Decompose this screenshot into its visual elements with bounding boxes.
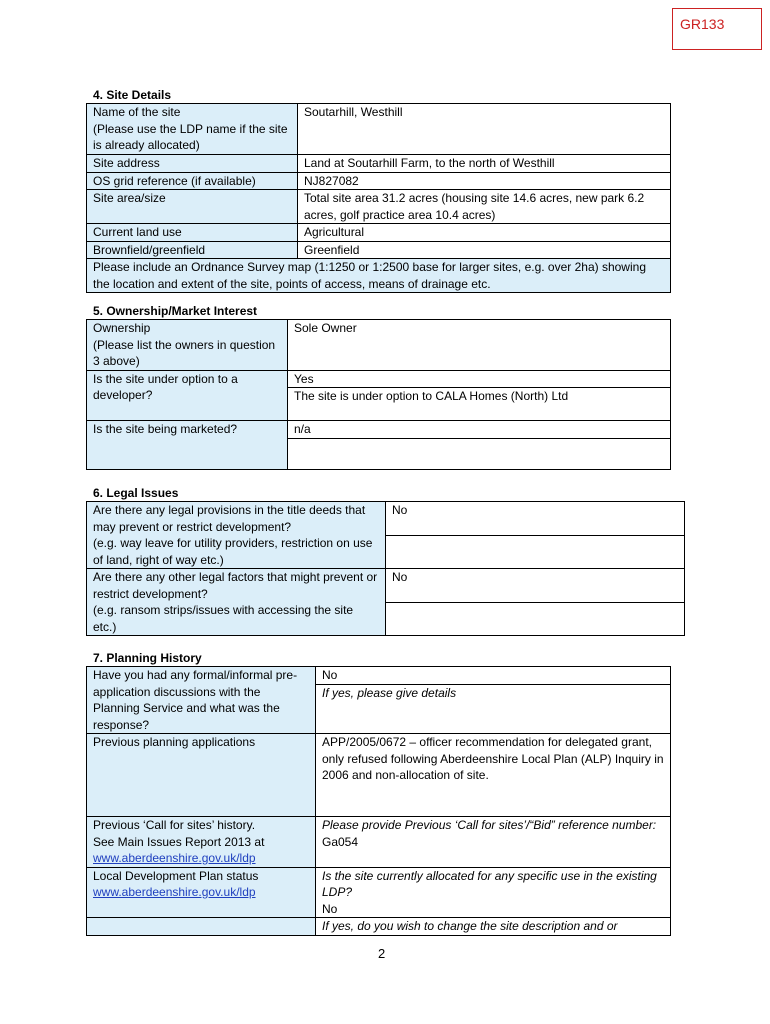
land-use-value: Agricultural [298, 224, 671, 242]
site-area-value: Total site area 31.2 acres (housing site 14.6 acres, new park 6.2 acres, golf practice area 10.4 acres) [298, 190, 671, 224]
planning-a4-prompt2: If yes, do you wish to change the site description and or [316, 918, 671, 936]
ownership-table [86, 319, 671, 470]
legal-a1: No [386, 502, 685, 536]
section-5-title: 5. Ownership/Market Interest [93, 304, 258, 318]
map-note: Please include an Ordnance Survey map (1:1250 or 1:2500 base for larger sites, e.g. over 2ha) showing the location and extent of the site, points of access, means of drainage etc. [87, 259, 671, 293]
planning-a4-prompt: Is the site currently allocated for any specific use in the existing LDP? [322, 868, 657, 899]
reference-stamp: GR133 [672, 8, 762, 50]
planning-q4-cell [87, 867, 316, 918]
legal-a2-blank [386, 602, 685, 636]
planning-a3: Ga054 [322, 834, 359, 849]
planning-a2: APP/2005/0672 – officer recommendation for delegated grant, only refused following Aberdeenshire Local Plan (ALP) Inquiry in 2006 and non-allocation of site. [316, 734, 671, 817]
section-7-title: 7. Planning History [93, 651, 202, 665]
site-details-table [86, 103, 671, 293]
os-grid-value: NJ827082 [298, 172, 671, 190]
site-name-value: Soutarhill, Westhill [298, 104, 671, 155]
legal-q2: Are there any other legal factors that might prevent or restrict development? (e.g. ransom strips/issues with accessing the site etc.) [87, 569, 386, 636]
page-number: 2 [378, 946, 386, 961]
planning-a1-prompt: If yes, please give details [316, 684, 671, 733]
site-address-label: Site address [87, 155, 298, 173]
site-name-label: Name of the site (Please use the LDP name if the site is already allocated) [87, 104, 298, 155]
legal-issues-table [86, 501, 685, 636]
brownfield-label: Brownfield/greenfield [87, 241, 298, 259]
legal-a1-blank [386, 535, 685, 569]
section-4-title: 4. Site Details [93, 88, 172, 102]
site-address-value: Land at Soutarhill Farm, to the north of Westhill [298, 155, 671, 173]
planning-a1: No [316, 667, 671, 685]
planning-a4-cell [316, 867, 671, 918]
planning-q4: Local Development Plan status [93, 868, 259, 883]
marketed-blank [288, 438, 671, 469]
planning-history-table [86, 666, 671, 936]
option-value-detail: The site is under option to CALA Homes (North) Ltd [288, 388, 671, 421]
option-value-yes: Yes [288, 370, 671, 388]
planning-a4: No [322, 901, 338, 916]
legal-q1: Are there any legal provisions in the title deeds that may prevent or restrict development? (e.g. way leave for utility providers, restriction on use of land, right of way etc.) [87, 502, 386, 569]
option-label: Is the site under option to a developer? [87, 370, 288, 421]
marketed-value: n/a [288, 421, 671, 439]
planning-a3-cell [316, 817, 671, 868]
ldp-link-1[interactable]: www.aberdeenshire.gov.uk/ldp [93, 851, 256, 865]
planning-q5-blank [87, 918, 316, 936]
marketed-label: Is the site being marketed? [87, 421, 288, 470]
planning-a3-prompt: Please provide Previous ‘Call for sites’/“Bid” reference number: [322, 818, 657, 832]
planning-q3-cell [87, 817, 316, 868]
section-6-title: 6. Legal Issues [93, 486, 179, 500]
site-area-label: Site area/size [87, 190, 298, 224]
brownfield-value: Greenfield [298, 241, 671, 259]
legal-a2: No [386, 569, 685, 603]
ldp-link-2[interactable]: www.aberdeenshire.gov.uk/ldp [93, 885, 256, 899]
ownership-label: Ownership (Please list the owners in question 3 above) [87, 320, 288, 371]
os-grid-label: OS grid reference (if available) [87, 172, 298, 190]
planning-q2: Previous planning applications [87, 734, 316, 817]
planning-q1: Have you had any formal/informal pre-application discussions with the Planning Service and what was the response? [87, 667, 316, 734]
planning-q3: Previous ‘Call for sites’ history. See Main Issues Report 2013 at [93, 818, 265, 849]
land-use-label: Current land use [87, 224, 298, 242]
ownership-value: Sole Owner [288, 320, 671, 371]
